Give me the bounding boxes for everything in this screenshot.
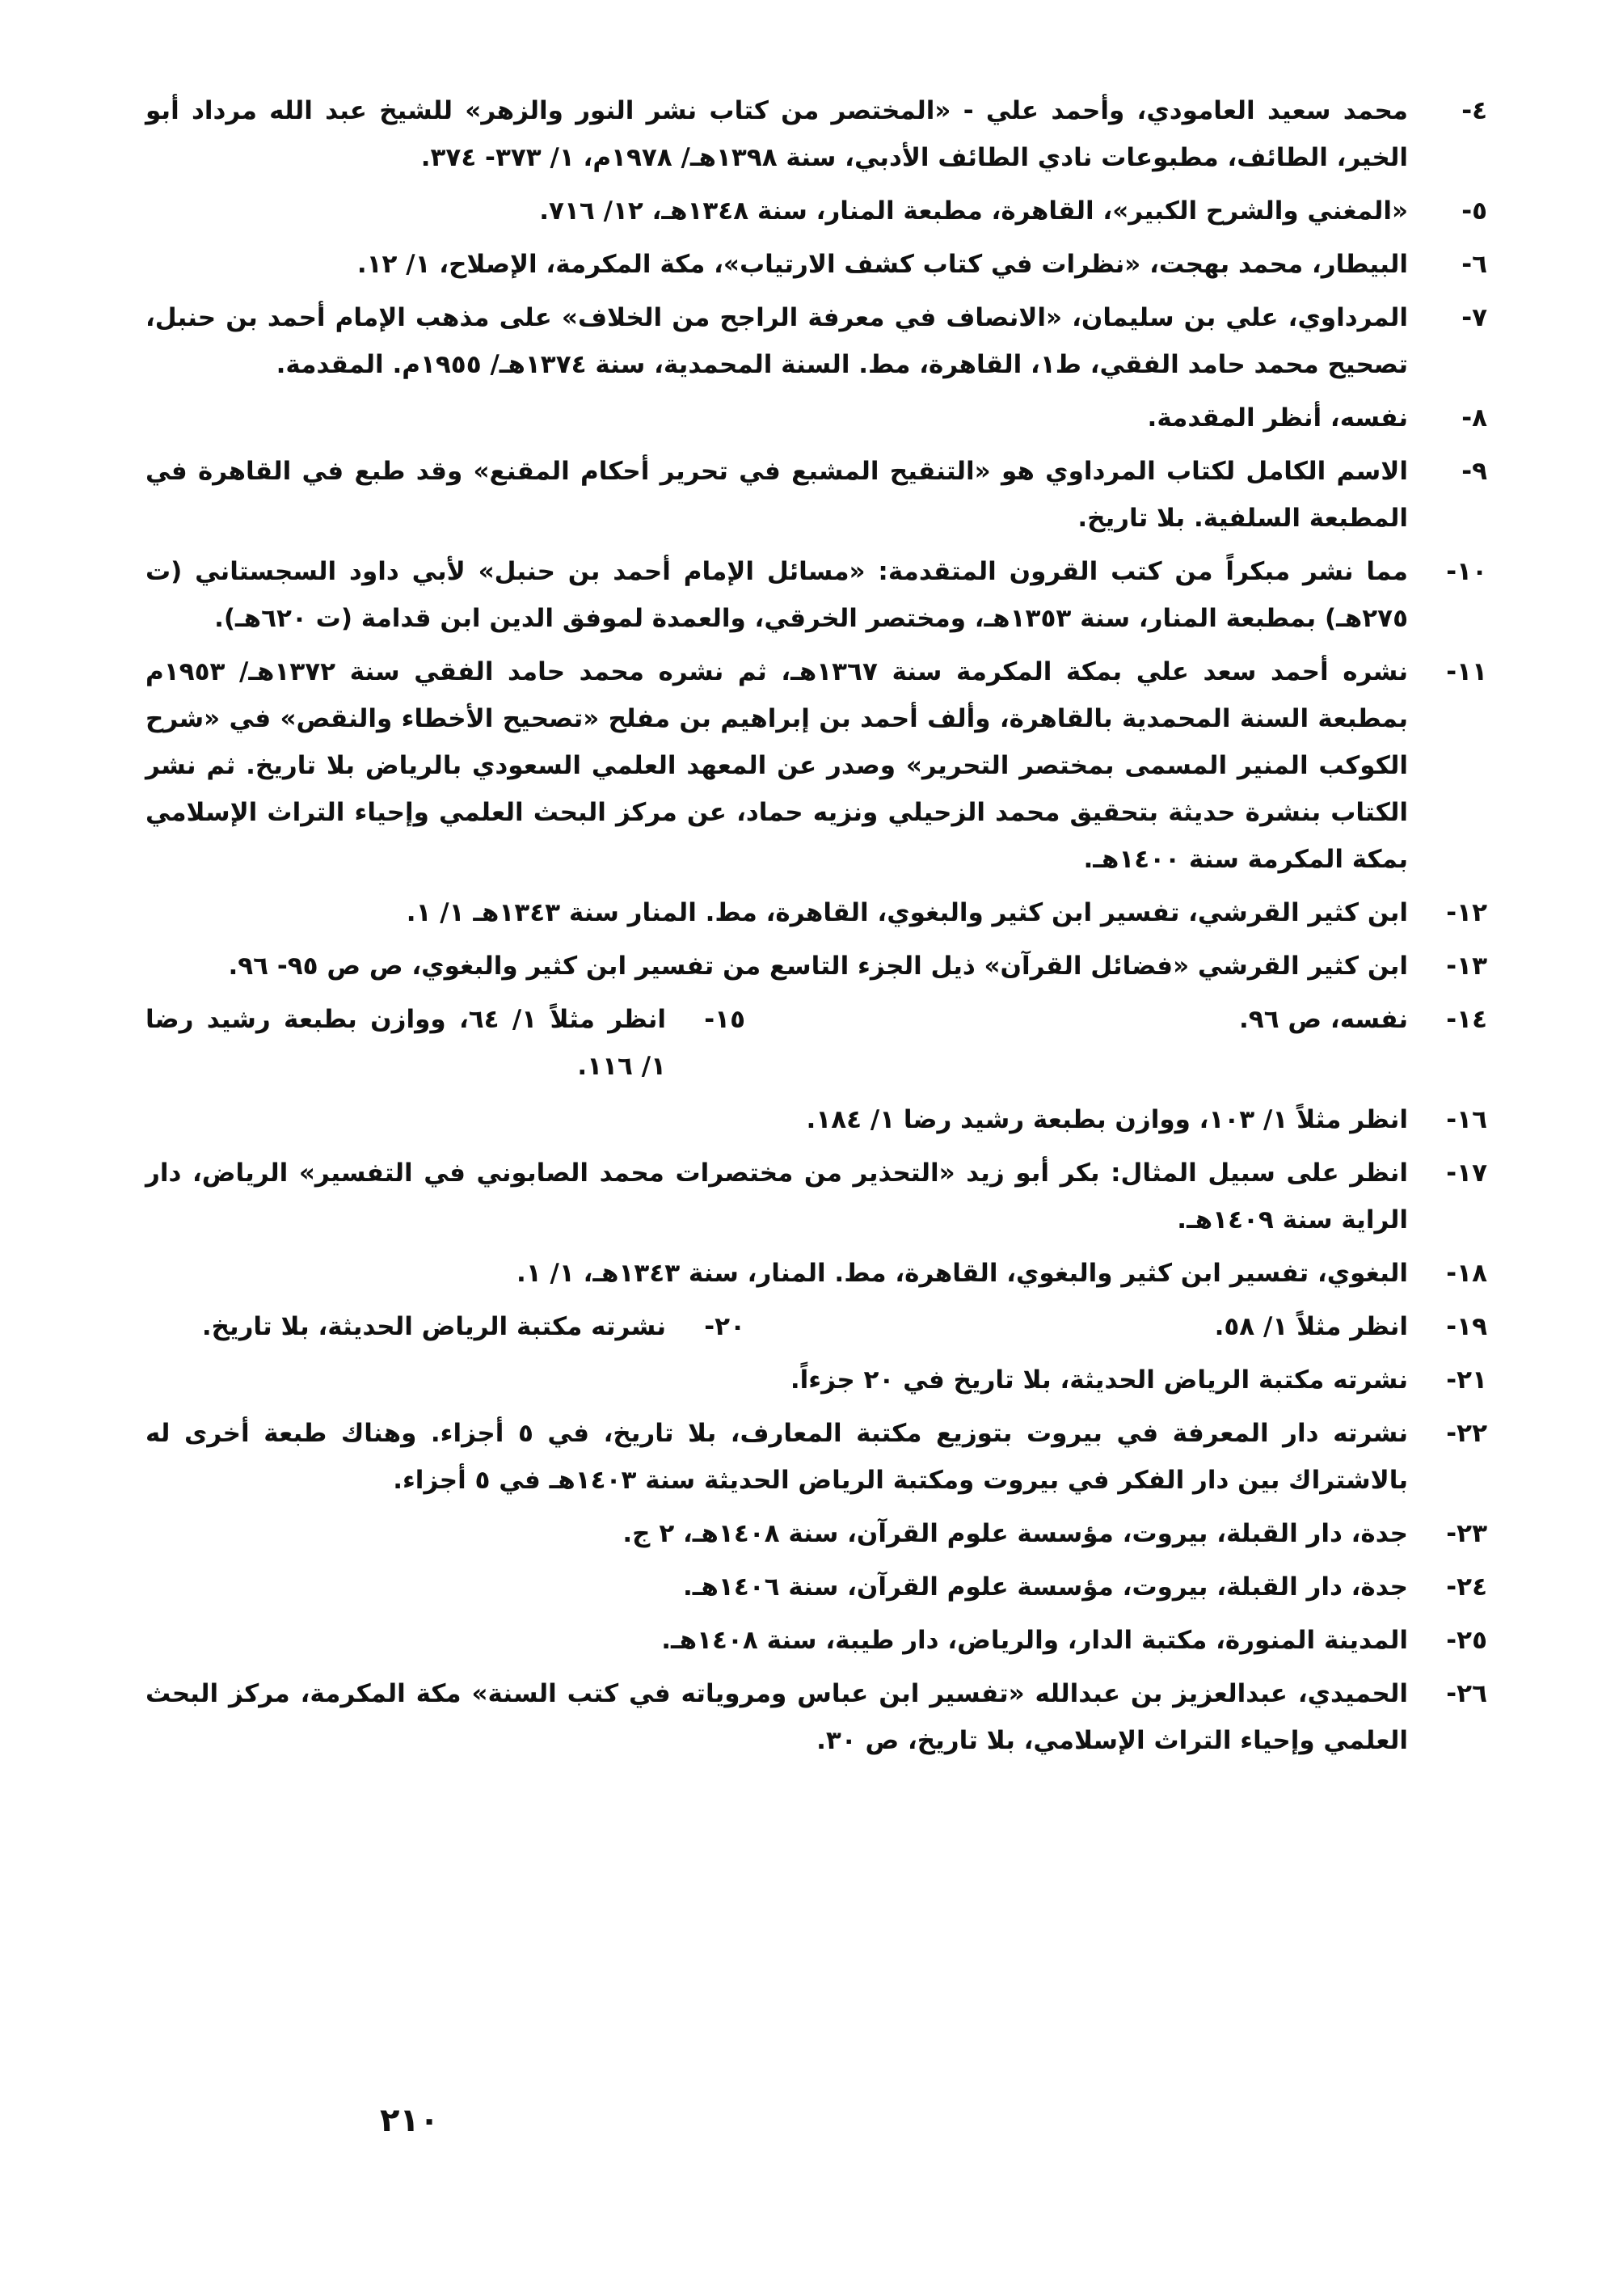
footnote-number: ٨- [1461, 403, 1487, 433]
footnote [145, 648, 1487, 883]
footnote-text: نشرته مكتبة الرياض الحديثة، بلا تاريخ. [201, 1312, 666, 1341]
footnote-number: ٢٢- [1446, 1419, 1487, 1448]
footnote-text: نفسه، أنظر المقدمة. [1147, 403, 1408, 433]
footnotes-page [145, 87, 1487, 1771]
footnote-text: نفسه، ص ٩٦. [1239, 1005, 1408, 1034]
footnote-text: محمد سعيد العامودي، وأحمد علي - «المختصر من كتاب نشر النور والزهر» للشيخ عبد الله مرداد أبو الخير، الطائف، مطبوعات نادي الطائف الأدبي، سنة ١٣٩٨هـ/ ١٩٧٨م، ١/ ٣٧٣- ٣٧٤. [145, 96, 1408, 172]
footnote [145, 395, 1487, 441]
footnote-text: «المغني والشرح الكبير»، القاهرة، مطبعة المنار، سنة ١٣٤٨هـ، ١٢/ ٧١٦. [539, 196, 1408, 226]
footnote [145, 294, 1487, 388]
footnote-number: ٧- [1461, 303, 1487, 332]
footnote [145, 943, 1487, 990]
footnote-number: ١١- [1446, 657, 1487, 686]
footnote-text: ابن كثير القرشي «فضائل القرآن» ذيل الجزء التاسع من تفسير ابن كثير والبغوي، ص ص ٩٥- ٩٦. [228, 952, 1408, 981]
footnote [145, 1410, 1487, 1504]
footnote-text: المدينة المنورة، مكتبة الدار، والرياض، دار طيبة، سنة ١٤٠٨هـ. [661, 1626, 1408, 1655]
footnote-text: ابن كثير القرشي، تفسير ابن كثير والبغوي، القاهرة، مط. المنار سنة ١٣٤٣هـ ١/ ١. [406, 898, 1408, 927]
footnote-number: ٢١- [1446, 1365, 1487, 1395]
footnote [145, 1564, 1487, 1610]
footnote-text: نشره أحمد سعد علي بمكة المكرمة سنة ١٣٦٧هـ، ثم نشره محمد حامد الفقي سنة ١٣٧٢هـ/ ١٩٥٣م بمطبعة السنة المحمدية بالقاهرة، وألف أحمد بن إبراهيم بن مفلح «تصحيح الأخطاء والنقص» في «شرح الكوكب المنير المسمى بمختصر التحرير» وصدر عن المعهد العلمي السعودي بالرياض بلا تاريخ. ثم نشر الكتاب بنشرة حديثة بتحقيق محمد الزحيلي ونزيه حماد، عن مركز البحث العلمي وإحياء التراث الإسلامي بمكة المكرمة سنة ١٤٠٠هـ. [145, 657, 1408, 874]
footnote-number: ١٨- [1446, 1259, 1487, 1288]
footnote-number: ١٥- [704, 1005, 745, 1034]
footnote-number: ٩- [1461, 457, 1487, 486]
footnote-number: ١٤- [1446, 1005, 1487, 1034]
footnote [145, 889, 1487, 936]
footnote-number: ١٧- [1446, 1159, 1487, 1188]
footnote-pair-row [145, 996, 1487, 1090]
page-number: ٢١٠ [380, 2102, 440, 2139]
footnote-number: ١٩- [1446, 1312, 1487, 1341]
footnote-text: الحميدي، عبدالعزيز بن عبدالله «تفسير ابن عباس ومروياته في كتب السنة» مكة المكرمة، مركز البحث العلمي وإحياء التراث الإسلامي، بلا تاريخ، ص ٣٠. [145, 1679, 1408, 1755]
footnote [145, 87, 1487, 181]
footnote-text: انظر مثلاً ١/ ٥٨. [1214, 1312, 1408, 1341]
footnote [145, 1250, 1487, 1297]
footnote [145, 1357, 1487, 1403]
footnote [145, 241, 1487, 288]
footnote-text: البغوي، تفسير ابن كثير والبغوي، القاهرة، مط. المنار، سنة ١٣٤٣هـ، ١/ ١. [516, 1259, 1408, 1288]
footnote-text: نشرته دار المعرفة في بيروت بتوزيع مكتبة المعارف، بلا تاريخ، في ٥ أجزاء. وهناك طبعة أخرى له بالاشتراك بين دار الفكر في بيروت ومكتبة الرياض الحديثة سنة ١٤٠٣هـ في ٥ أجزاء. [145, 1419, 1408, 1495]
footnote-text: جدة، دار القبلة، بيروت، مؤسسة علوم القرآن، سنة ١٤٠٦هـ. [683, 1572, 1408, 1602]
footnote-text: جدة، دار القبلة، بيروت، مؤسسة علوم القرآن، سنة ١٤٠٨هـ، ٢ ج. [622, 1519, 1408, 1548]
footnote-number: ٢٣- [1446, 1519, 1487, 1548]
footnote-number: ٦- [1461, 250, 1487, 279]
footnote-number: ٢٥- [1446, 1626, 1487, 1655]
footnote-number: ١٠- [1446, 557, 1487, 586]
footnote-text: البيطار، محمد بهجت، «نظرات في كتاب كشف الارتياب»، مكة المكرمة، الإصلاح، ١/ ١٢. [356, 250, 1408, 279]
footnote-text: مما نشر مبكراً من كتب القرون المتقدمة: «مسائل الإمام أحمد بن حنبل» لأبي داود السجستاني (ت ٢٧٥هـ) بمطبعة المنار، سنة ١٣٥٣هـ، ومختصر الخرقي، والعمدة لموفق الدين ابن قدامة (ت ٦٢٠هـ). [145, 557, 1408, 633]
footnote-number: ١٦- [1446, 1105, 1487, 1134]
footnote-pair-row [145, 1303, 1487, 1350]
footnote [145, 1150, 1487, 1243]
footnote-text: الاسم الكامل لكتاب المرداوي هو «التنقيح المشبع في تحرير أحكام المقنع» وقد طبع في القاهرة في المطبعة السلفية. بلا تاريخ. [145, 457, 1408, 533]
footnote [145, 1617, 1487, 1664]
footnote-text: انظر على سبيل المثال: بكر أبو زيد «التحذير من مختصرات محمد الصابوني في التفسير» الرياض، دار الراية سنة ١٤٠٩هـ. [145, 1159, 1408, 1235]
footnote-number: ٢٤- [1446, 1572, 1487, 1602]
footnote-text: انظر مثلاً ١/ ٦٤، ووازن بطبعة رشيد رضا ١/ ١١٦. [145, 1005, 667, 1081]
footnote-number: ٢٠- [704, 1312, 745, 1341]
footnote-number: ٥- [1461, 196, 1487, 226]
footnote [745, 996, 1487, 1090]
footnote [145, 1670, 1487, 1764]
footnote-number: ٢٦- [1446, 1679, 1487, 1708]
footnote-text: نشرته مكتبة الرياض الحديثة، بلا تاريخ في ٢٠ جزءاً. [790, 1365, 1408, 1395]
footnote-number: ١٢- [1446, 898, 1487, 927]
footnote-text: المرداوي، علي بن سليمان، «الانصاف في معرفة الراجح من الخلاف» على مذهب الإمام أحمد بن حنبل، تصحيح محمد حامد الفقي، ط١، القاهرة، مط. السنة المحمدية، سنة ١٣٧٤هـ/ ١٩٥٥م. المقدمة. [145, 303, 1408, 379]
footnote [145, 1096, 1487, 1143]
footnote-number: ١٣- [1446, 952, 1487, 981]
footnote [145, 1303, 745, 1350]
footnote-text: انظر مثلاً ١/ ١٠٣، ووازن بطبعة رشيد رضا ١/ ١٨٤. [806, 1105, 1408, 1134]
footnote-number: ٤- [1461, 96, 1487, 125]
footnote [145, 548, 1487, 642]
footnote [145, 448, 1487, 542]
footnote [745, 1303, 1487, 1350]
footnote [145, 1510, 1487, 1557]
footnote [145, 188, 1487, 234]
footnote [145, 996, 745, 1090]
